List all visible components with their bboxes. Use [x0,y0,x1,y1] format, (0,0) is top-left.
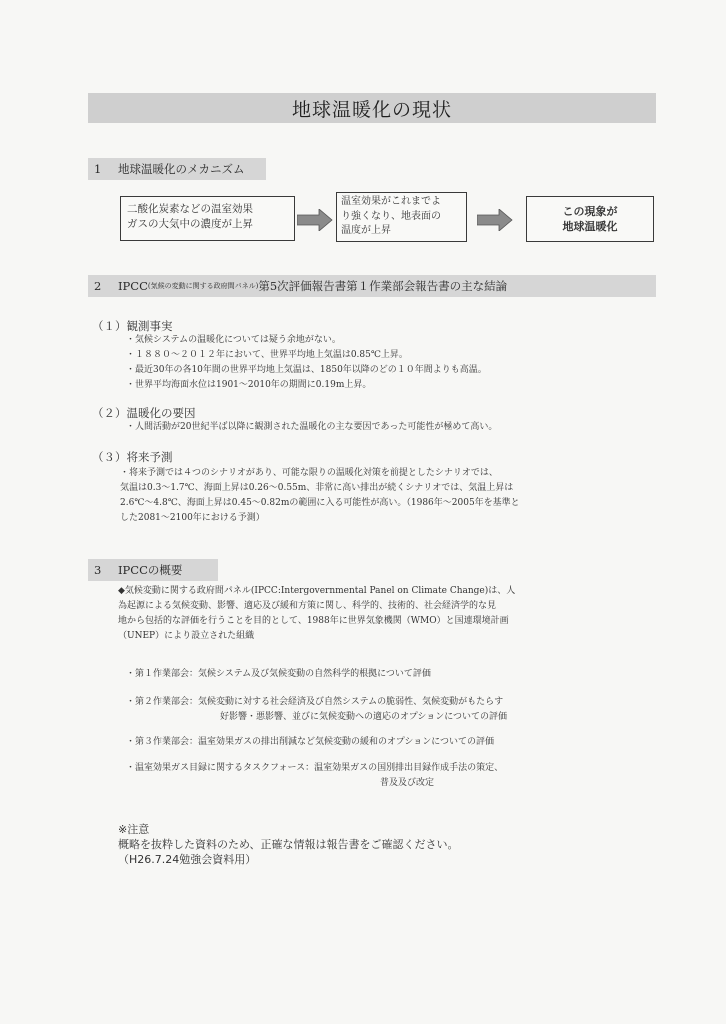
intro-line: （UNEP）により設立された組織 [118,631,255,641]
intro-line: 為起源による気候変動、影響、適応及び緩和方策に関し、科学的、技術的、社会経済学的な見 [118,601,497,611]
section1-heading [88,158,266,180]
list-item: 気温は0.3～1.7℃、海面上昇は0.26～0.55m、非常に高い排出が続くシナリオでは、気温上昇は [120,483,514,493]
working-group-label: ・第３作業部会： [126,737,199,747]
observed-facts-heading: （１）観測事実 [92,319,173,333]
warming-causes-heading: （２）温暖化の要因 [92,406,196,420]
page-title: 地球温暖化の現状 [88,93,656,123]
list-item: した2081～2100年における予測） [120,513,265,523]
working-group-desc: 普及及び改定 [380,778,435,788]
mechanism-box-3 [526,196,654,242]
working-group-label: ・第２作業部会： [126,697,199,707]
note-line: （H26.7.24勉強会資料用） [118,853,257,866]
mechanism-box-1-line: ガスの大気中の濃度が上昇 [127,218,253,230]
section2-title-post: 第5次評価報告書第１作業部会報告書の主な結論 [258,279,508,293]
list-item: ・将来予測では４つのシナリオがあり、可能な限りの温暖化対策を前提としたシナリオでは、 [120,468,498,478]
note-heading: ※注意 [118,823,150,836]
working-group-3 [126,735,494,750]
section2-number: 2 [94,279,102,293]
working-group-label: ・第１作業部会： [126,669,199,679]
working-group-desc: 気候変動に対する社会経済及び自然システムの脆弱性、気候変動がもたらす [198,697,504,707]
section2-title-pre: IPCC [118,279,148,293]
warming-causes-list [126,420,497,435]
working-group-2 [126,695,507,725]
working-group-1 [126,667,431,682]
mechanism-box-2-line: 温度が上昇 [341,225,391,236]
working-group-desc: 好影響・悪影響、並びに気候変動への適応のオプションについての評価 [220,712,508,722]
ipcc-intro [118,584,515,644]
list-item: ・気候システムの温暖化については疑う余地がない。 [126,335,341,345]
working-group-desc: 気候システム及び気候変動の自然科学的根拠について評価 [198,669,431,679]
projection-heading: （３）将来予測 [92,450,173,464]
list-item: ・１８８０～２０１２年において、世界平均地上気温は0.85℃上昇。 [126,350,408,360]
working-group-label: ・温室効果ガス目録に関するタスクフォース： [126,763,315,773]
section3-title: IPCCの概要 [118,563,183,577]
note [118,822,459,867]
mechanism-box-1-line: 二酸化炭素などの温室効果 [127,203,253,215]
projection-list [120,466,520,526]
mechanism-box-3-line: 地球温暖化 [562,220,618,233]
list-item: 2.6℃～4.8℃、海面上昇は0.45～0.82mの範囲に入る可能性が高い。（1986年～2005年を基準と [120,498,520,508]
section3-heading [88,559,218,581]
note-line: 概略を抜粋した資料のため、正確な情報は報告書をご確認ください。 [118,838,459,851]
working-group-desc: 温室効果ガスの国別排出目録作成手法の策定、 [314,763,504,773]
mechanism-box-2-line: り強くなり、地表面の [341,210,441,222]
working-group-desc: 温室効果ガスの排出削減など気候変動の緩和のオプションについての評価 [198,737,495,747]
list-item: ・人間活動が20世紀半ば以降に観測された温暖化の主な要因であった可能性が極めて高い。 [126,422,498,432]
intro-line: ◆気候変動に関する政府間パネル(IPCC:Intergovernmental Panel on Climate Change)は、人 [118,586,516,596]
intro-line: 地から包括的な評価を行うことを目的として、1988年に世界気象機関（WMO）と国連環境計画 [118,616,509,626]
arrow-right-icon [477,209,513,231]
arrow-right-icon [297,209,333,231]
mechanism-box-3-line: この現象が [562,205,618,218]
section2-title-note: (気候の変動に関する政府間パネル) [147,282,259,290]
observed-facts-list [126,333,487,393]
mechanism-box-2 [336,192,467,242]
mechanism-box-1 [120,196,295,241]
list-item: ・世界平均海面水位は1901～2010年の期間に0.19m上昇。 [126,380,372,390]
section2-heading [88,275,656,297]
task-force [126,761,503,791]
section3-number: 3 [94,563,102,577]
section1-title: 地球温暖化のメカニズム [118,162,245,176]
list-item: ・最近30年の各10年間の世界平均地上気温は、1850年以降のどの１０年間よりも高温。 [126,365,487,375]
section1-number: 1 [94,162,102,176]
mechanism-box-2-line: 温室効果がこれまでよ [341,196,441,207]
